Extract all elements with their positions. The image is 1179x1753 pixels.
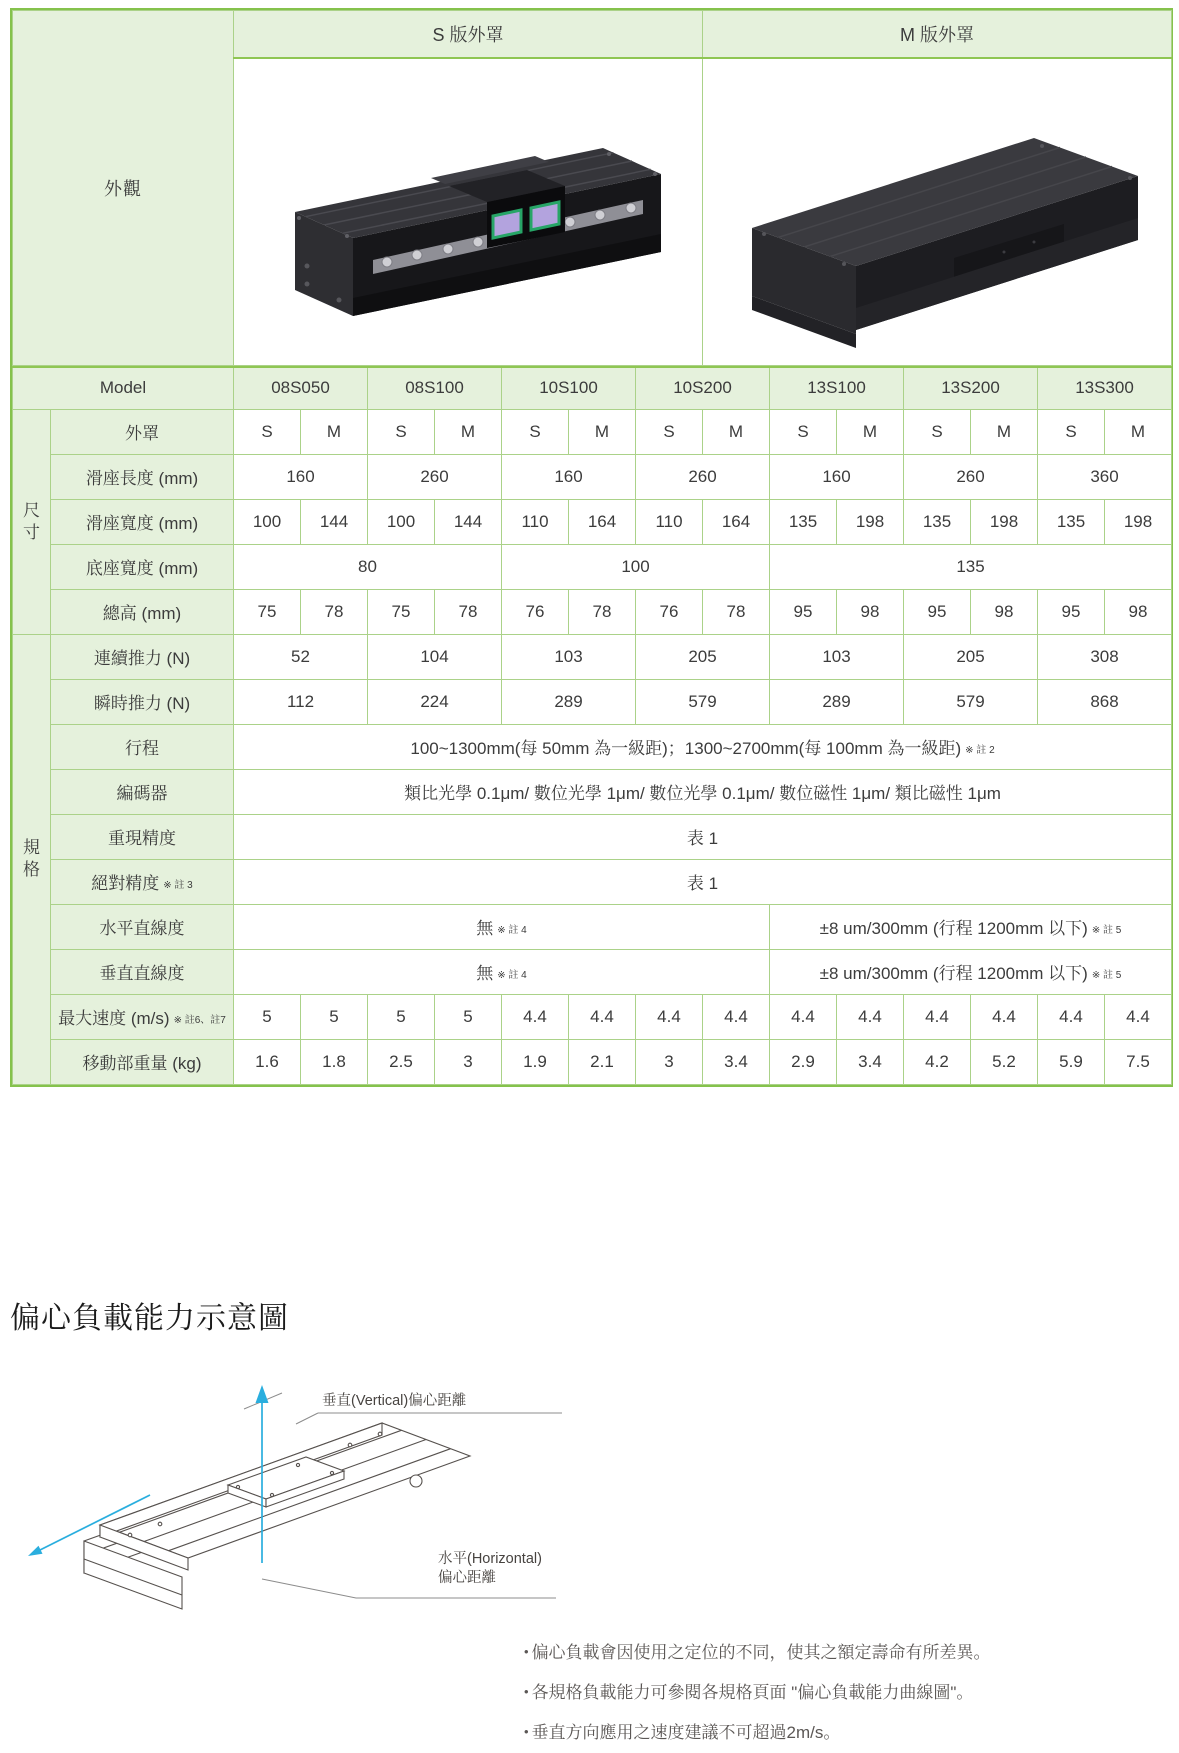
spec-cell (636, 1039, 703, 1084)
spec-cell (636, 634, 770, 679)
spec-cell (1038, 589, 1105, 634)
model-header-cell: Model (13, 367, 234, 409)
spec-cell (971, 409, 1038, 454)
spec-cell (368, 1039, 435, 1084)
spec-value: 360 (1090, 466, 1119, 486)
eccentric-load-notes (524, 1633, 991, 1753)
spec-value: 110 (521, 511, 549, 531)
spec-cell (1038, 679, 1172, 724)
spec-cell (1038, 634, 1172, 679)
spec-cell (636, 454, 770, 499)
spec-value: 95 (927, 601, 947, 621)
spec-value: S (529, 421, 541, 441)
spec-cell (234, 1039, 301, 1084)
spec-value: 3.4 (858, 1051, 882, 1071)
spec-cell (1038, 994, 1105, 1039)
row-label-text: 垂直直線度 (99, 964, 185, 983)
spec-value: 112 (286, 691, 315, 711)
spec-row-v_straightness (13, 949, 1172, 994)
spec-cell (301, 409, 368, 454)
spec-value: 2.9 (791, 1051, 815, 1071)
spec-note: ※ 註 5 (1091, 970, 1122, 981)
spec-cell (904, 409, 971, 454)
spec-value: 1.6 (255, 1051, 279, 1071)
spec-cell (502, 544, 770, 589)
spec-cell (770, 589, 837, 634)
spec-value: 135 (922, 511, 952, 531)
spec-cell (234, 994, 301, 1039)
row-label-text: 水平直線度 (99, 919, 185, 938)
spec-cell (837, 1039, 904, 1084)
spec-value: 144 (453, 511, 483, 531)
spec-cell (904, 994, 971, 1039)
m-cover-header: M 版外罩 (703, 11, 1172, 59)
spec-value: 98 (860, 601, 880, 621)
spec-value: 5 (463, 1006, 473, 1026)
spec-value: 289 (822, 691, 851, 711)
spec-cell (234, 409, 301, 454)
spec-value: 260 (688, 466, 717, 486)
spec-value: 100~1300mm(每 50mm 為一級距)；1300~2700mm(每 100mm 為一級距) (410, 739, 962, 758)
spec-cell (904, 589, 971, 634)
spec-value: 表 1 (686, 874, 719, 893)
spec-value: 75 (257, 601, 277, 621)
spec-value: 100 (621, 556, 650, 576)
spec-cell (234, 859, 1172, 904)
spec-cell (234, 544, 502, 589)
spec-value: 類比光學 0.1μm/ 數位光學 1μm/ 數位光學 0.1μm/ 數位磁性 1μm/ 類比磁性 1μm (404, 784, 1001, 803)
spec-cell (502, 499, 569, 544)
spec-cell (837, 994, 904, 1039)
spec-value: S (663, 421, 675, 441)
row-label (51, 499, 234, 544)
spec-cell (301, 589, 368, 634)
spec-value: 198 (855, 511, 885, 531)
model-name: 13S300 (1038, 367, 1172, 409)
spec-cell (770, 1039, 837, 1084)
spec-value: 205 (956, 646, 985, 666)
spec-value: 198 (1123, 511, 1153, 531)
spec-cell (569, 409, 636, 454)
spec-cell (636, 994, 703, 1039)
row-label (51, 679, 234, 724)
spec-value: 224 (420, 691, 449, 711)
spec-cell (636, 589, 703, 634)
row-label-note: ※ 註 3 (163, 880, 193, 891)
spec-cell (1038, 454, 1172, 499)
spec-cell (234, 724, 1172, 769)
spec-row-slide_width (13, 499, 1172, 544)
spec-value: M (996, 421, 1012, 441)
spec-cell (435, 499, 502, 544)
spec-cell (837, 589, 904, 634)
row-label-text: 連續推力 (N) (93, 649, 191, 668)
spec-cell (1105, 994, 1172, 1039)
spec-value: ±8 um/300mm (行程 1200mm 以下) (819, 919, 1088, 938)
spec-cell (368, 454, 502, 499)
spec-cell (971, 589, 1038, 634)
appearance-table (12, 10, 1172, 366)
spec-cell (234, 814, 1172, 859)
spec-value: 80 (358, 556, 377, 576)
row-label (51, 454, 234, 499)
spec-cell (971, 499, 1038, 544)
spec-row-base_width (13, 544, 1172, 589)
spec-value: 表 1 (686, 829, 719, 848)
spec-cell (435, 589, 502, 634)
spec-cell (837, 499, 904, 544)
spec-value: 160 (822, 466, 851, 486)
spec-value: 5.9 (1059, 1051, 1083, 1071)
spec-cell (368, 589, 435, 634)
spec-row-repeatability (13, 814, 1172, 859)
spec-value: M (862, 421, 878, 441)
spec-cell (971, 994, 1038, 1039)
spec-value: 3.4 (724, 1051, 748, 1071)
row-label-text: 移動部重量 (kg) (82, 1054, 202, 1073)
spec-value: 579 (688, 691, 717, 711)
spec-value: M (594, 421, 610, 441)
vertical-eccentric-distance-label: 垂直(Vertical)偏心距離 (322, 1393, 467, 1409)
specification-table (12, 366, 1172, 1085)
row-label (51, 409, 234, 454)
spec-value: 52 (291, 646, 310, 666)
spec-value: 289 (554, 691, 583, 711)
spec-cell (1105, 499, 1172, 544)
spec-cell (234, 634, 368, 679)
spec-cell (837, 409, 904, 454)
spec-cell (234, 454, 368, 499)
spec-value: 76 (659, 601, 679, 621)
spec-note: ※ 註 2 (965, 745, 995, 756)
s-stage-body (295, 148, 661, 316)
spec-value: 308 (1090, 646, 1119, 666)
spec-row-moving_weight (13, 1039, 1172, 1084)
spec-value: 164 (721, 511, 751, 531)
bullet-icon: • (524, 1644, 529, 1659)
spec-cell (234, 679, 368, 724)
spec-cell (904, 454, 1038, 499)
spec-cell (502, 1039, 569, 1084)
spec-cell (234, 904, 770, 949)
spec-value: 2.5 (389, 1051, 413, 1071)
spec-value: 4.4 (992, 1006, 1016, 1026)
spec-row-slide_length (13, 454, 1172, 499)
spec-cell (636, 499, 703, 544)
spec-value: 868 (1090, 691, 1119, 711)
spec-cell (301, 994, 368, 1039)
spec-cell (703, 1039, 770, 1084)
spec-cell (435, 994, 502, 1039)
spec-value: 78 (324, 601, 344, 621)
spec-note: ※ 註 4 (497, 970, 527, 981)
spec-value: 110 (655, 511, 683, 531)
spec-row-max_speed (13, 994, 1172, 1039)
spec-value: 7.5 (1126, 1051, 1150, 1071)
spec-value: 4.4 (657, 1006, 681, 1026)
guide-block (493, 210, 521, 238)
row-label (51, 589, 234, 634)
spec-cell (234, 949, 770, 994)
model-name: 10S100 (502, 367, 636, 409)
spec-value: 4.4 (1059, 1006, 1083, 1026)
spec-value: 1.9 (523, 1051, 547, 1071)
spec-value: S (261, 421, 273, 441)
m-version-stage-photo (704, 62, 1171, 362)
row-label-text: 滑座寬度 (mm) (85, 514, 199, 533)
spec-value: 4.4 (925, 1006, 949, 1026)
spec-cell (569, 589, 636, 634)
group-label: 尺寸 (13, 409, 51, 634)
spec-cell (502, 454, 636, 499)
spec-value: 76 (525, 601, 545, 621)
spec-value: 135 (1056, 511, 1086, 531)
row-label (51, 904, 234, 949)
stage-line-art (84, 1423, 470, 1609)
row-label (51, 859, 234, 904)
spec-row-peak_force (13, 679, 1172, 724)
spec-value: S (797, 421, 809, 441)
m-version-photo-cell (703, 58, 1172, 366)
spec-value: 260 (420, 466, 449, 486)
spec-cell (770, 994, 837, 1039)
spec-value: 205 (688, 646, 717, 666)
spec-value: 4.4 (523, 1006, 547, 1026)
spec-cell (770, 499, 837, 544)
spec-value: 5.2 (992, 1051, 1016, 1071)
spec-cell (502, 589, 569, 634)
spec-cell (904, 499, 971, 544)
model-row (13, 367, 1172, 409)
s-cover-header: S 版外罩 (234, 11, 703, 59)
row-label (51, 994, 234, 1039)
spec-cell (502, 409, 569, 454)
row-label-text: 編碼器 (116, 784, 168, 803)
spec-cell (569, 994, 636, 1039)
row-label (51, 544, 234, 589)
spec-row-cont_force (13, 634, 1172, 679)
spec-value: 1.8 (322, 1051, 346, 1071)
spec-value: M (326, 421, 342, 441)
spec-value: 100 (386, 511, 416, 531)
spec-value: 5 (262, 1006, 272, 1026)
spec-value: 4.4 (1126, 1006, 1150, 1026)
spec-cell (904, 1039, 971, 1084)
spec-value: 無 (476, 919, 494, 938)
spec-value: S (395, 421, 407, 441)
spec-cell (1105, 1039, 1172, 1084)
row-label-text: 外罩 (125, 424, 159, 443)
model-name: 08S050 (234, 367, 368, 409)
spec-cell (502, 994, 569, 1039)
row-label-text: 滑座長度 (mm) (85, 469, 199, 488)
model-name: 08S100 (368, 367, 502, 409)
appearance-row-label: 外觀 (13, 11, 234, 366)
guide-block (531, 202, 559, 230)
spec-value: 198 (989, 511, 1019, 531)
spec-note: ※ 註 5 (1091, 925, 1122, 936)
row-label-text: 絕對精度 (91, 874, 160, 893)
spec-cell (234, 769, 1172, 814)
row-label-text: 行程 (125, 739, 159, 758)
spec-value: 4.4 (590, 1006, 614, 1026)
spec-value: 4.4 (724, 1006, 748, 1026)
spec-value: 98 (994, 601, 1014, 621)
spec-cell (368, 994, 435, 1039)
spec-value: 260 (956, 466, 985, 486)
spec-value: 104 (420, 646, 449, 666)
spec-cell (569, 1039, 636, 1084)
spec-row-cover (13, 409, 1172, 454)
spec-value: 4.4 (858, 1006, 882, 1026)
spec-value: 95 (793, 601, 813, 621)
spec-note: ※ 註 4 (497, 925, 527, 936)
spec-cell (435, 1039, 502, 1084)
spec-value: 5 (329, 1006, 339, 1026)
spec-value: 3 (664, 1051, 674, 1071)
spec-value: S (931, 421, 943, 441)
spec-value: 2.1 (590, 1051, 614, 1071)
row-label (51, 1039, 234, 1084)
spec-value: M (1130, 421, 1146, 441)
note-line (524, 1713, 991, 1753)
spec-value: 78 (726, 601, 746, 621)
row-label (51, 634, 234, 679)
spec-value: 164 (587, 511, 617, 531)
spec-cell (1038, 499, 1105, 544)
note-text: 偏心負載會因使用之定位的不同，使其之額定壽命有所差異。 (531, 1643, 991, 1662)
spec-value: 98 (1128, 601, 1148, 621)
spec-value: 無 (476, 964, 494, 983)
row-label-text: 總高 (mm) (102, 604, 182, 623)
spec-value: S (1065, 421, 1077, 441)
spec-value: 135 (788, 511, 818, 531)
spec-cell (703, 499, 770, 544)
spec-cell (636, 409, 703, 454)
model-name: 10S200 (636, 367, 770, 409)
spec-cell (435, 409, 502, 454)
horizontal-label-line1: 水平(Horizontal) (438, 1551, 542, 1567)
bullet-icon: • (524, 1724, 529, 1739)
spec-value: 144 (319, 511, 349, 531)
spec-value: 4.4 (791, 1006, 815, 1026)
spec-cell (703, 994, 770, 1039)
spec-value: 78 (458, 601, 478, 621)
spec-cell (1105, 409, 1172, 454)
spec-cell (502, 679, 636, 724)
spec-cell (234, 589, 301, 634)
spec-cell (368, 499, 435, 544)
note-line (524, 1633, 991, 1673)
spec-value: 135 (956, 556, 985, 576)
horizontal-label-line2: 偏心距離 (438, 1570, 496, 1586)
group-label: 規格 (13, 634, 51, 1084)
spec-cell (770, 904, 1172, 949)
row-label-text: 重現精度 (108, 829, 176, 848)
spec-row-absolute_accuracy (13, 859, 1172, 904)
spec-value: 75 (391, 601, 411, 621)
row-label (51, 769, 234, 814)
note-text: 垂直方向應用之速度建議不可超過2m/s。 (531, 1723, 841, 1742)
spec-cell (368, 679, 502, 724)
row-label (51, 724, 234, 769)
spec-value: 160 (286, 466, 315, 486)
spec-row-encoder (13, 769, 1172, 814)
spec-cell (1038, 1039, 1105, 1084)
spec-cell (971, 1039, 1038, 1084)
spec-cell (301, 1039, 368, 1084)
spec-value: M (728, 421, 744, 441)
spec-value: 95 (1061, 601, 1081, 621)
spec-sheet-table (10, 8, 1173, 1087)
spec-cell (703, 409, 770, 454)
row-label-note: ※ 註6、註7 (173, 1015, 226, 1026)
spec-cell (770, 679, 904, 724)
row-label-text: 最大速度 (m/s) (58, 1009, 170, 1028)
spec-cell (502, 634, 636, 679)
spec-value: 5 (396, 1006, 406, 1026)
s-version-photo-cell (234, 58, 703, 366)
spec-row-total_height (13, 589, 1172, 634)
model-name: 13S100 (770, 367, 904, 409)
spec-cell (770, 454, 904, 499)
spec-value: 100 (252, 511, 282, 531)
spec-row-h_straightness (13, 904, 1172, 949)
horizontal-eccentric-distance-label (438, 1550, 542, 1588)
spec-cell (368, 409, 435, 454)
spec-value: 4.2 (925, 1051, 949, 1071)
spec-value: M (460, 421, 476, 441)
spec-value: 3 (463, 1051, 473, 1071)
spec-row-stroke (13, 724, 1172, 769)
row-label-text: 底座寬度 (mm) (85, 559, 199, 578)
row-label (51, 814, 234, 859)
spec-cell (703, 589, 770, 634)
spec-value: 103 (554, 646, 583, 666)
spec-cell (904, 634, 1038, 679)
eccentric-load-section-title: 偏心負載能力示意圖 (10, 1302, 289, 1335)
spec-cell (770, 544, 1172, 589)
spec-cell (234, 499, 301, 544)
row-label-text: 瞬時推力 (N) (93, 694, 191, 713)
spec-value: ±8 um/300mm (行程 1200mm 以下) (819, 964, 1088, 983)
note-line (524, 1673, 991, 1713)
row-label (51, 949, 234, 994)
spec-cell (301, 499, 368, 544)
spec-value: 78 (592, 601, 612, 621)
spec-cell (904, 679, 1038, 724)
spec-cell (770, 949, 1172, 994)
spec-cell (569, 499, 636, 544)
spec-value: 579 (956, 691, 985, 711)
bullet-icon: • (524, 1684, 529, 1699)
spec-cell (1105, 589, 1172, 634)
model-name: 13S200 (904, 367, 1038, 409)
m-stage-body (752, 138, 1138, 348)
spec-value: 160 (554, 466, 583, 486)
spec-cell (636, 679, 770, 724)
s-version-stage-photo (235, 62, 702, 362)
spec-cell (1038, 409, 1105, 454)
spec-cell (770, 634, 904, 679)
note-text: 各規格負載能力可參閱各規格頁面 "偏心負載能力曲線圖"。 (531, 1683, 974, 1702)
spec-value: 103 (822, 646, 851, 666)
spec-cell (770, 409, 837, 454)
spec-cell (368, 634, 502, 679)
